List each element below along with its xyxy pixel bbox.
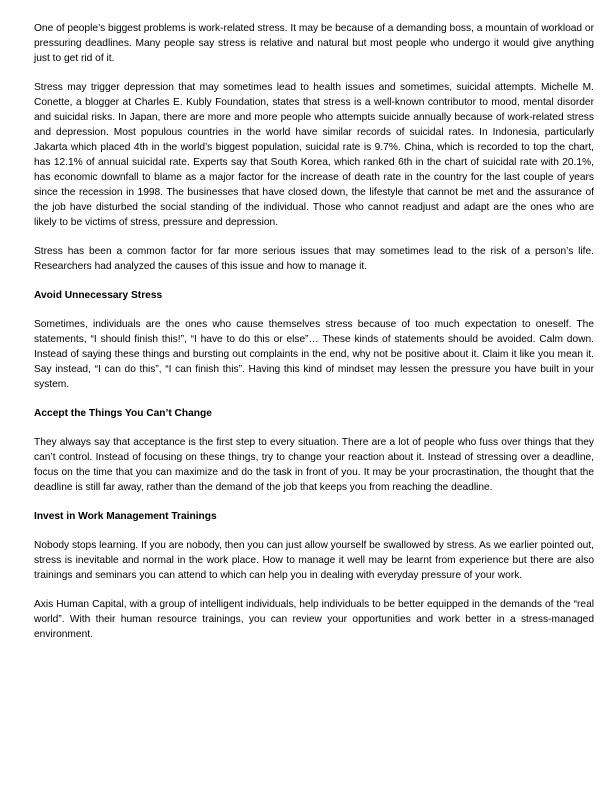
section-paragraph: They always say that acceptance is the first step to every situation. There are a lot of people who fuss over things that they can’t control. Instead of focusing on these things, try to change your reaction about it. Instead of stressing over a deadline, focus on the time that you can maximize and do the task in front of you. It may be your procrastination, the thought that the deadline is still far away, rather than the demand of the job that keeps you from reaching the deadline. — [34, 437, 594, 493]
section-heading-avoid-stress: Avoid Unnecessary Stress — [34, 290, 163, 301]
section-heading-invest-trainings: Invest in Work Management Trainings — [34, 511, 217, 522]
section-paragraph: Nobody stops learning. If you are nobody, then you can just allow yourself be swallowed by stress. As we earlier pointed out, stress is inevitable and normal in the work place. How to manage it well may be learnt from experience but there are also trainings and seminars you can attend to which can help you in dealing with everyday pressure of your work. — [34, 540, 594, 581]
intro-paragraph-1: One of people’s biggest problems is work-related stress. It may be because of a demanding boss, a mountain of workload or pressuring deadlines. Many people say stress is relative and natural but most people who undergo it would give anything just to get rid of it. — [34, 23, 594, 64]
intro-paragraph-3: Stress has been a common factor for far more serious issues that may sometimes lead to the risk of a person’s life. Researchers had analyzed the causes of this issue and how to manage it. — [34, 246, 594, 272]
section-heading-accept-things: Accept the Things You Can’t Change — [34, 408, 212, 419]
section-paragraph: Axis Human Capital, with a group of intelligent individuals, help individuals to be better equipped in the demands of the “real world”. With their human resource trainings, you can review your opportunities and work better in a stress-managed environment. — [34, 599, 594, 640]
section-paragraph: Sometimes, individuals are the ones who cause themselves stress because of too much expectation to oneself. The statements, “I should finish this!”, “I have to do this or else”… These kinds of statements should be avoided. Calm down. Instead of saying these things and bursting out complaints in the end, why not be positive about it. Claim it like you mean it. Say instead, “I can do this”, “I can finish this”. Having this kind of mindset may lessen the pressure you have built in your system. — [34, 319, 594, 390]
intro-paragraph-2: Stress may trigger depression that may sometimes lead to health issues and sometimes, suicidal attempts. Michelle M. Conette, a blogger at Charles E. Kubly Foundation, states that stress is a well-known contributor to mood, mental disorder and suicidal risks. In Japan, there are more and more people who attempts suicide annually because of work-related stress and depression. Most populous countries in the world have similar records of suicidal rates. In Indonesia, particularly Jakarta which placed 4th in the world’s biggest population, suicidal rate is 9.7%. China, which is recorded to top the chart, has 12.1% of annual suicidal rate. Experts say that South Korea, which ranked 6th in the chart of suicidal rate with 20.1%, has economic downfall to blame as a major factor for the increase of death rate in the country for the last couple of years since the recession in 1998. The businesses that have closed down, the lifestyle that cannot be met and the assurance of the job have disturbed the social standing of the individual. Those who cannot readjust and adapt are the ones who are likely to be victims of stress, pressure and depression. — [34, 82, 594, 228]
